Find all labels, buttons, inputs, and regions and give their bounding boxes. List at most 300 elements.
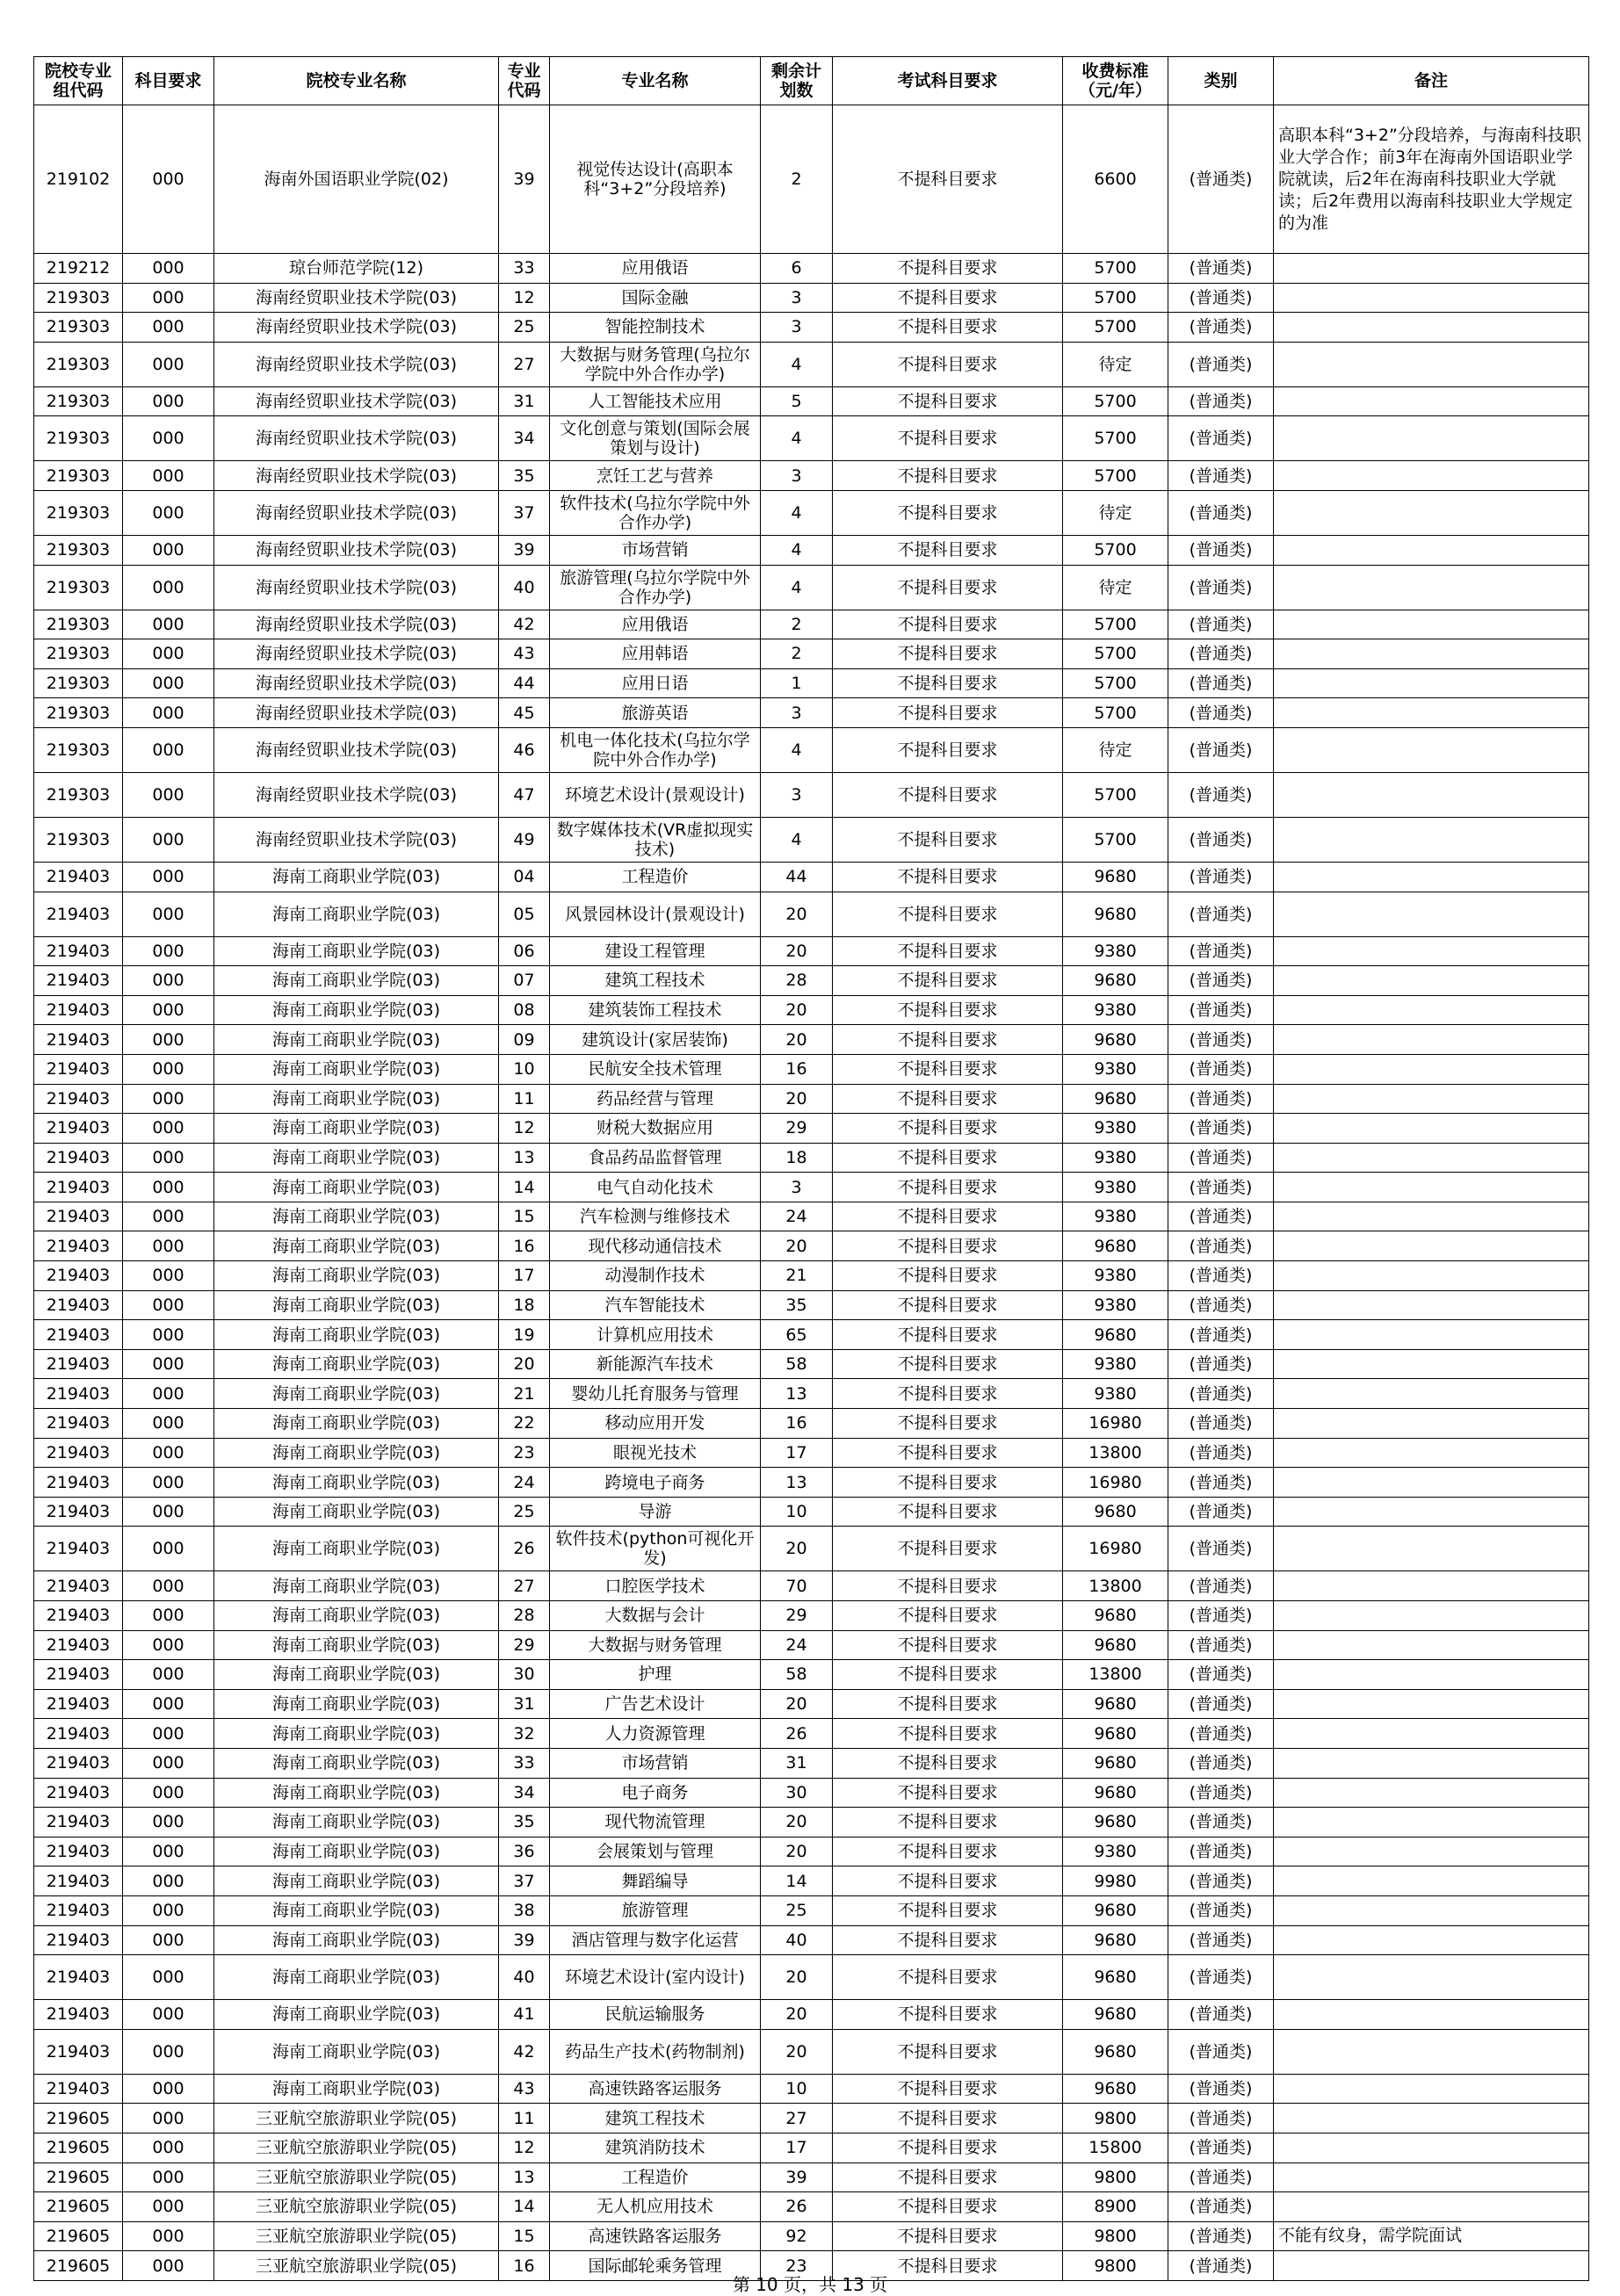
cell-major-code: 26 [499,1527,550,1571]
table-row [34,1748,1589,1778]
cell-tuition: 待定 [1063,342,1168,386]
cell-exam-subjects: 不提科目要求 [833,1955,1063,2000]
cell-category: (普通类) [1168,2104,1274,2134]
cell-exam-subjects: 不提科目要求 [833,1025,1063,1055]
cell-major-code: 46 [499,727,550,772]
cell-major-name: 舞蹈编导 [550,1866,761,1896]
cell-remarks [1274,1527,1589,1571]
cell-major-name: 环境艺术设计(景观设计) [550,772,761,817]
cell-remarks [1274,1630,1589,1660]
cell-school-name: 海南工商职业学院(03) [214,1571,499,1601]
cell-tuition: 5700 [1063,698,1168,728]
cell-school-name: 海南工商职业学院(03) [214,1290,499,1320]
cell-category: (普通类) [1168,386,1274,416]
cell-subject-req: 000 [123,2221,214,2251]
cell-remaining-plan: 18 [761,1143,833,1173]
cell-group-code: 219403 [34,1054,123,1084]
cell-major-code: 30 [499,1660,550,1690]
cell-group-code: 219403 [34,2029,123,2074]
cell-tuition: 9680 [1063,1497,1168,1527]
cell-major-name: 环境艺术设计(室内设计) [550,1955,761,2000]
cell-tuition: 9680 [1063,1895,1168,1925]
cell-school-name: 海南经贸职业技术学院(03) [214,313,499,343]
cell-subject-req: 000 [123,1601,214,1631]
cell-remaining-plan: 16 [761,1409,833,1439]
cell-remaining-plan: 20 [761,1955,833,2000]
cell-subject-req: 000 [123,1114,214,1144]
cell-school-name: 海南工商职业学院(03) [214,1468,499,1498]
table-row [34,1349,1589,1379]
cell-remarks [1274,1660,1589,1690]
cell-major-code: 22 [499,1409,550,1439]
cell-group-code: 219403 [34,1748,123,1778]
cell-tuition: 9800 [1063,2104,1168,2134]
cell-remarks [1274,862,1589,892]
cell-tuition: 9380 [1063,1143,1168,1173]
cell-category: (普通类) [1168,1114,1274,1144]
cell-tuition: 5700 [1063,461,1168,491]
cell-exam-subjects: 不提科目要求 [833,1837,1063,1866]
cell-tuition: 9680 [1063,1630,1168,1660]
cell-tuition: 9680 [1063,1719,1168,1749]
cell-tuition: 6600 [1063,105,1168,254]
cell-category: (普通类) [1168,2221,1274,2251]
cell-tuition: 5700 [1063,416,1168,461]
cell-subject-req: 000 [123,892,214,936]
cell-exam-subjects: 不提科目要求 [833,1261,1063,1291]
cell-major-name: 文化创意与策划(国际会展策划与设计) [550,416,761,461]
cell-remaining-plan: 16 [761,1054,833,1084]
cell-subject-req: 000 [123,1925,214,1955]
table-row [34,1261,1589,1291]
cell-major-name: 眼视光技术 [550,1438,761,1468]
cell-subject-req: 000 [123,610,214,639]
cell-exam-subjects: 不提科目要求 [833,1320,1063,1350]
cell-remarks [1274,1379,1589,1409]
cell-exam-subjects: 不提科目要求 [833,416,1063,461]
cell-school-name: 海南工商职业学院(03) [214,1778,499,1808]
cell-category: (普通类) [1168,1925,1274,1955]
cell-group-code: 219403 [34,1173,123,1202]
cell-category: (普通类) [1168,1025,1274,1055]
cell-remarks [1274,1409,1589,1439]
table-row [34,1808,1589,1838]
cell-remarks [1274,535,1589,565]
cell-school-name: 海南工商职业学院(03) [214,1379,499,1409]
cell-exam-subjects: 不提科目要求 [833,1468,1063,1498]
cell-exam-subjects: 不提科目要求 [833,1925,1063,1955]
cell-tuition: 9680 [1063,1689,1168,1719]
table-row [34,1955,1589,2000]
cell-major-code: 28 [499,1601,550,1631]
cell-tuition: 8900 [1063,2192,1168,2222]
cell-school-name: 海南经贸职业技术学院(03) [214,490,499,535]
cell-major-name: 高速铁路客运服务 [550,2074,761,2104]
header-school-name: 院校专业名称 [214,57,499,105]
cell-major-code: 23 [499,1438,550,1468]
cell-remarks [1274,1689,1589,1719]
cell-subject-req: 000 [123,1290,214,1320]
header-subject-req: 科目要求 [123,57,214,105]
cell-major-code: 34 [499,416,550,461]
cell-exam-subjects: 不提科目要求 [833,936,1063,966]
cell-remaining-plan: 24 [761,1630,833,1660]
cell-major-code: 11 [499,2104,550,2134]
cell-subject-req: 000 [123,254,214,284]
cell-group-code: 219303 [34,283,123,313]
cell-subject-req: 000 [123,416,214,461]
cell-major-name: 电子商务 [550,1778,761,1808]
cell-subject-req: 000 [123,2133,214,2162]
cell-major-code: 43 [499,639,550,669]
cell-school-name: 海南经贸职业技术学院(03) [214,461,499,491]
table-row [34,1025,1589,1055]
cell-remaining-plan: 31 [761,1748,833,1778]
table-row [34,1778,1589,1808]
cell-tuition: 9680 [1063,1778,1168,1808]
cell-major-code: 11 [499,1084,550,1114]
cell-subject-req: 000 [123,995,214,1025]
table-row [34,1320,1589,1350]
cell-major-code: 31 [499,386,550,416]
cell-remaining-plan: 10 [761,1497,833,1527]
cell-major-name: 会展策划与管理 [550,1837,761,1866]
cell-category: (普通类) [1168,1660,1274,1690]
cell-major-name: 市场营销 [550,1748,761,1778]
cell-remaining-plan: 20 [761,1837,833,1866]
cell-school-name: 海南工商职业学院(03) [214,892,499,936]
cell-major-name: 建筑装饰工程技术 [550,995,761,1025]
cell-school-name: 海南工商职业学院(03) [214,1261,499,1291]
cell-remaining-plan: 39 [761,2162,833,2192]
cell-category: (普通类) [1168,490,1274,535]
cell-major-name: 视觉传达设计(高职本科“3+2”分段培养) [550,105,761,254]
table-row [34,2192,1589,2222]
cell-group-code: 219605 [34,2162,123,2192]
cell-major-name: 财税大数据应用 [550,1114,761,1144]
cell-school-name: 海南工商职业学院(03) [214,1955,499,2000]
cell-category: (普通类) [1168,283,1274,313]
cell-subject-req: 000 [123,2000,214,2030]
cell-school-name: 海南工商职业学院(03) [214,1114,499,1144]
cell-remaining-plan: 44 [761,862,833,892]
cell-major-name: 药品生产技术(药物制剂) [550,2029,761,2074]
table-row [34,1290,1589,1320]
cell-major-name: 大数据与会计 [550,1601,761,1631]
cell-subject-req: 000 [123,1231,214,1261]
cell-major-name: 护理 [550,1660,761,1690]
cell-category: (普通类) [1168,1468,1274,1498]
cell-major-code: 16 [499,2251,550,2281]
cell-major-code: 35 [499,1808,550,1838]
cell-major-name: 计算机应用技术 [550,1320,761,1350]
cell-major-name: 国际金融 [550,283,761,313]
cell-exam-subjects: 不提科目要求 [833,2192,1063,2222]
cell-major-code: 15 [499,2221,550,2251]
cell-exam-subjects: 不提科目要求 [833,2029,1063,2074]
cell-group-code: 219403 [34,1261,123,1291]
cell-major-name: 建筑消防技术 [550,2133,761,2162]
cell-remarks [1274,772,1589,817]
cell-exam-subjects: 不提科目要求 [833,2074,1063,2104]
cell-group-code: 219403 [34,1719,123,1749]
cell-major-code: 24 [499,1468,550,1498]
cell-group-code: 219605 [34,2251,123,2281]
cell-tuition: 5700 [1063,668,1168,698]
cell-group-code: 219605 [34,2133,123,2162]
cell-subject-req: 000 [123,1409,214,1439]
cell-remaining-plan: 3 [761,283,833,313]
cell-subject-req: 000 [123,1497,214,1527]
cell-group-code: 219403 [34,1660,123,1690]
table-row [34,892,1589,936]
cell-tuition: 9800 [1063,2221,1168,2251]
cell-group-code: 219303 [34,416,123,461]
cell-group-code: 219303 [34,490,123,535]
table-row [34,1497,1589,1527]
cell-remarks [1274,966,1589,996]
cell-remaining-plan: 4 [761,490,833,535]
table-row [34,1173,1589,1202]
cell-remarks [1274,2000,1589,2030]
cell-school-name: 海南工商职业学院(03) [214,936,499,966]
cell-subject-req: 000 [123,1837,214,1866]
cell-tuition: 5700 [1063,313,1168,343]
cell-subject-req: 000 [123,1630,214,1660]
cell-major-name: 智能控制技术 [550,313,761,343]
cell-exam-subjects: 不提科目要求 [833,772,1063,817]
cell-exam-subjects: 不提科目要求 [833,1571,1063,1601]
cell-tuition: 16980 [1063,1409,1168,1439]
header-tuition: 收费标准（元/年） [1063,57,1168,105]
cell-exam-subjects: 不提科目要求 [833,1497,1063,1527]
cell-category: (普通类) [1168,105,1274,254]
cell-major-code: 34 [499,1778,550,1808]
cell-subject-req: 000 [123,966,214,996]
cell-tuition: 9380 [1063,1290,1168,1320]
cell-remarks [1274,1084,1589,1114]
cell-category: (普通类) [1168,1778,1274,1808]
cell-group-code: 219403 [34,1527,123,1571]
cell-tuition: 9380 [1063,1261,1168,1291]
cell-school-name: 海南工商职业学院(03) [214,1925,499,1955]
cell-school-name: 海南工商职业学院(03) [214,1409,499,1439]
cell-group-code: 219403 [34,862,123,892]
cell-tuition: 5700 [1063,610,1168,639]
cell-tuition: 9680 [1063,1231,1168,1261]
table-row [34,2133,1589,2162]
cell-school-name: 海南经贸职业技术学院(03) [214,535,499,565]
cell-subject-req: 000 [123,535,214,565]
enrollment-table-sheet [33,56,1588,2281]
cell-category: (普通类) [1168,2251,1274,2281]
cell-remaining-plan: 58 [761,1660,833,1690]
cell-school-name: 海南工商职业学院(03) [214,2074,499,2104]
cell-major-code: 18 [499,1290,550,1320]
cell-major-code: 13 [499,2162,550,2192]
cell-remarks [1274,1320,1589,1350]
cell-major-code: 33 [499,1748,550,1778]
cell-category: (普通类) [1168,2162,1274,2192]
cell-major-code: 42 [499,610,550,639]
cell-group-code: 219403 [34,1290,123,1320]
table-row [34,862,1589,892]
cell-exam-subjects: 不提科目要求 [833,1895,1063,1925]
cell-subject-req: 000 [123,862,214,892]
cell-tuition: 9680 [1063,1025,1168,1055]
cell-major-name: 移动应用开发 [550,1409,761,1439]
cell-major-name: 旅游管理(乌拉尔学院中外合作办学) [550,565,761,610]
cell-remaining-plan: 4 [761,817,833,862]
cell-school-name: 海南工商职业学院(03) [214,1231,499,1261]
cell-remaining-plan: 20 [761,1527,833,1571]
cell-remaining-plan: 2 [761,610,833,639]
cell-subject-req: 000 [123,1660,214,1690]
cell-major-code: 09 [499,1025,550,1055]
cell-remarks [1274,1025,1589,1055]
cell-school-name: 海南工商职业学院(03) [214,995,499,1025]
cell-tuition: 9380 [1063,1349,1168,1379]
cell-subject-req: 000 [123,313,214,343]
cell-tuition: 15800 [1063,2133,1168,2162]
header-major-code: 专业代码 [499,57,550,105]
cell-exam-subjects: 不提科目要求 [833,535,1063,565]
cell-tuition: 9680 [1063,966,1168,996]
cell-exam-subjects: 不提科目要求 [833,862,1063,892]
cell-category: (普通类) [1168,1571,1274,1601]
cell-major-code: 37 [499,1866,550,1896]
table-row [34,1409,1589,1439]
cell-tuition: 5700 [1063,639,1168,669]
cell-group-code: 219303 [34,565,123,610]
cell-remaining-plan: 24 [761,1202,833,1231]
cell-subject-req: 000 [123,1438,214,1468]
cell-tuition: 9380 [1063,1173,1168,1202]
cell-group-code: 219403 [34,892,123,936]
cell-remaining-plan: 20 [761,1025,833,1055]
cell-major-name: 无人机应用技术 [550,2192,761,2222]
header-group-code: 院校专业组代码 [34,57,123,105]
table-row [34,1084,1589,1114]
cell-major-code: 37 [499,490,550,535]
cell-group-code: 219403 [34,1231,123,1261]
cell-remaining-plan: 27 [761,2104,833,2134]
cell-tuition: 9380 [1063,936,1168,966]
cell-category: (普通类) [1168,416,1274,461]
cell-category: (普通类) [1168,817,1274,862]
cell-remaining-plan: 6 [761,254,833,284]
cell-remarks [1274,386,1589,416]
cell-school-name: 海南经贸职业技术学院(03) [214,772,499,817]
cell-exam-subjects: 不提科目要求 [833,342,1063,386]
table-row [34,105,1589,254]
cell-exam-subjects: 不提科目要求 [833,1748,1063,1778]
cell-tuition: 9380 [1063,1054,1168,1084]
cell-remarks [1274,2029,1589,2074]
cell-remaining-plan: 13 [761,1379,833,1409]
cell-category: (普通类) [1168,727,1274,772]
table-row [34,1837,1589,1866]
cell-major-name: 跨境电子商务 [550,1468,761,1498]
cell-school-name: 海南工商职业学院(03) [214,1719,499,1749]
cell-major-name: 现代物流管理 [550,1808,761,1838]
cell-subject-req: 000 [123,772,214,817]
cell-remaining-plan: 4 [761,727,833,772]
table-row [34,1379,1589,1409]
cell-remarks [1274,1143,1589,1173]
table-row [34,1054,1589,1084]
cell-remarks [1274,490,1589,535]
page-footer: 第 10 页，共 13 页 [732,2274,888,2295]
cell-subject-req: 000 [123,1689,214,1719]
cell-school-name: 海南工商职业学院(03) [214,1202,499,1231]
cell-subject-req: 000 [123,1084,214,1114]
cell-school-name: 三亚航空旅游职业学院(05) [214,2133,499,2162]
cell-school-name: 海南工商职业学院(03) [214,1497,499,1527]
cell-exam-subjects: 不提科目要求 [833,2221,1063,2251]
cell-major-code: 39 [499,105,550,254]
cell-remaining-plan: 21 [761,1261,833,1291]
cell-category: (普通类) [1168,1409,1274,1439]
cell-subject-req: 000 [123,283,214,313]
cell-school-name: 海南经贸职业技术学院(03) [214,342,499,386]
cell-major-name: 建设工程管理 [550,936,761,966]
cell-major-code: 42 [499,2029,550,2074]
cell-remarks [1274,283,1589,313]
cell-group-code: 219403 [34,1778,123,1808]
cell-school-name: 海南工商职业学院(03) [214,1837,499,1866]
cell-subject-req: 000 [123,1866,214,1896]
cell-tuition: 5700 [1063,772,1168,817]
table-row [34,1866,1589,1896]
table-row [34,2029,1589,2074]
cell-group-code: 219403 [34,1808,123,1838]
table-row [34,1895,1589,1925]
cell-school-name: 海南经贸职业技术学院(03) [214,565,499,610]
cell-exam-subjects: 不提科目要求 [833,817,1063,862]
cell-school-name: 海南工商职业学院(03) [214,1808,499,1838]
cell-group-code: 219303 [34,698,123,728]
table-row [34,772,1589,817]
cell-major-name: 应用韩语 [550,639,761,669]
cell-remarks: 高职本科“3+2”分段培养，与海南科技职业大学合作；前3年在海南外国语职业学院就读，后2年在海南科技职业大学就读；后2年费用以海南科技职业大学规定的为准 [1274,105,1589,254]
cell-major-name: 婴幼儿托育服务与管理 [550,1379,761,1409]
cell-tuition: 9680 [1063,2029,1168,2074]
cell-major-code: 16 [499,1231,550,1261]
cell-remaining-plan: 65 [761,1320,833,1350]
cell-category: (普通类) [1168,862,1274,892]
cell-remaining-plan: 29 [761,1114,833,1144]
cell-group-code: 219212 [34,254,123,284]
cell-tuition: 9680 [1063,1925,1168,1955]
cell-tuition: 13800 [1063,1660,1168,1690]
cell-school-name: 海南工商职业学院(03) [214,2000,499,2030]
cell-subject-req: 000 [123,461,214,491]
cell-remarks [1274,565,1589,610]
cell-remaining-plan: 3 [761,461,833,491]
cell-remarks [1274,1601,1589,1631]
cell-group-code: 219303 [34,535,123,565]
cell-major-name: 应用俄语 [550,254,761,284]
cell-remaining-plan: 2 [761,639,833,669]
cell-remaining-plan: 20 [761,2000,833,2030]
cell-major-code: 17 [499,1261,550,1291]
cell-school-name: 三亚航空旅游职业学院(05) [214,2221,499,2251]
cell-category: (普通类) [1168,1527,1274,1571]
cell-major-name: 动漫制作技术 [550,1261,761,1291]
cell-major-name: 风景园林设计(景观设计) [550,892,761,936]
cell-remarks [1274,2162,1589,2192]
